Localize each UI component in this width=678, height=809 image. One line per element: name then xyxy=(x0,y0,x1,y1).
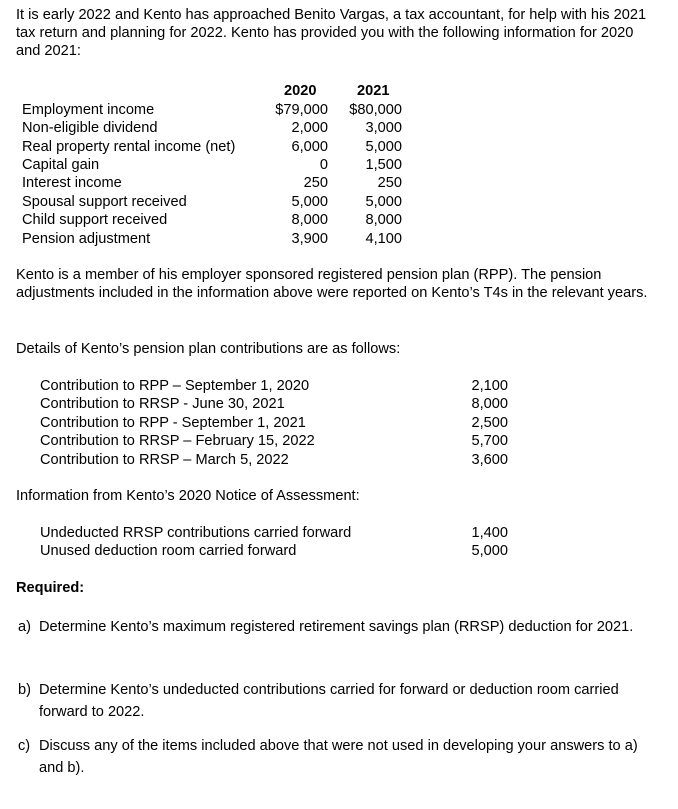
value-2021: 4,100 xyxy=(365,231,402,247)
contribution-label: Contribution to RPP - September 1, 2021 xyxy=(40,415,306,431)
column-header-2021: 2021 xyxy=(357,83,390,99)
noa-intro: Information from Kento’s 2020 Notice of Assessment: xyxy=(16,488,360,504)
value-2020: 3,900 xyxy=(291,231,328,247)
question-label: b) xyxy=(18,682,31,698)
row-label: Real property rental income (net) xyxy=(22,139,236,155)
value-2020: 5,000 xyxy=(291,194,328,210)
question-label: a) xyxy=(18,619,31,635)
value-2021: 8,000 xyxy=(365,212,402,228)
intro-paragraph: It is early 2022 and Kento has approached Benito Vargas, a tax accountant, for help with his 2021 tax return and planning for 2022. Kento has provided you with the following information for 2020 and 2021: xyxy=(16,7,647,59)
contribution-value: 2,100 xyxy=(471,378,508,394)
column-header-2020: 2020 xyxy=(284,83,317,99)
noa-label: Undeducted RRSP contributions carried forward xyxy=(40,525,352,541)
value-2021: $80,000 xyxy=(349,102,402,118)
row-label: Spousal support received xyxy=(22,194,187,210)
value-2021: 5,000 xyxy=(365,194,402,210)
contribution-value: 2,500 xyxy=(471,415,508,431)
value-2020: 250 xyxy=(303,175,328,191)
noa-value: 5,000 xyxy=(471,543,508,559)
contribution-label: Contribution to RRSP – February 15, 2022 xyxy=(40,433,315,449)
row-label: Pension adjustment xyxy=(22,231,151,247)
value-2020: 6,000 xyxy=(291,139,328,155)
question-text: Determine Kento’s maximum registered retirement savings plan (RRSP) deduction for 2021. xyxy=(39,619,634,635)
question-label: c) xyxy=(18,738,31,754)
value-2021: 3,000 xyxy=(365,120,402,136)
row-label: Child support received xyxy=(22,212,168,228)
row-label: Non-eligible dividend xyxy=(22,120,158,136)
contributions-intro: Details of Kento’s pension plan contributions are as follows: xyxy=(16,341,401,357)
contribution-label: Contribution to RRSP – March 5, 2022 xyxy=(40,452,289,468)
contribution-value: 8,000 xyxy=(471,396,508,412)
row-label: Employment income xyxy=(22,102,155,118)
contribution-value: 5,700 xyxy=(471,433,508,449)
required-heading: Required: xyxy=(16,580,85,596)
noa-label: Unused deduction room carried forward xyxy=(40,543,297,559)
contribution-label: Contribution to RPP – September 1, 2020 xyxy=(40,378,310,394)
value-2021: 250 xyxy=(377,175,402,191)
row-label: Interest income xyxy=(22,175,122,191)
row-label: Capital gain xyxy=(22,157,100,173)
noa-value: 1,400 xyxy=(471,525,508,541)
value-2020: $79,000 xyxy=(275,102,328,118)
value-2021: 1,500 xyxy=(365,157,402,173)
value-2020: 2,000 xyxy=(291,120,328,136)
value-2020: 0 xyxy=(319,157,328,173)
value-2020: 8,000 xyxy=(291,212,328,228)
question-text: Discuss any of the items included above that were not used in developing your answers to a) and b). xyxy=(39,738,638,776)
rpp-paragraph: Kento is a member of his employer sponsored registered pension plan (RPP). The pension adjustments included in the information above were reported on Kento’s T4s in the relevant years. xyxy=(16,267,648,301)
value-2021: 5,000 xyxy=(365,139,402,155)
contribution-value: 3,600 xyxy=(471,452,508,468)
question-text: Determine Kento’s undeducted contributions carried for forward or deduction room carried forward to 2022. xyxy=(39,682,619,720)
contribution-label: Contribution to RRSP - June 30, 2021 xyxy=(40,396,285,412)
